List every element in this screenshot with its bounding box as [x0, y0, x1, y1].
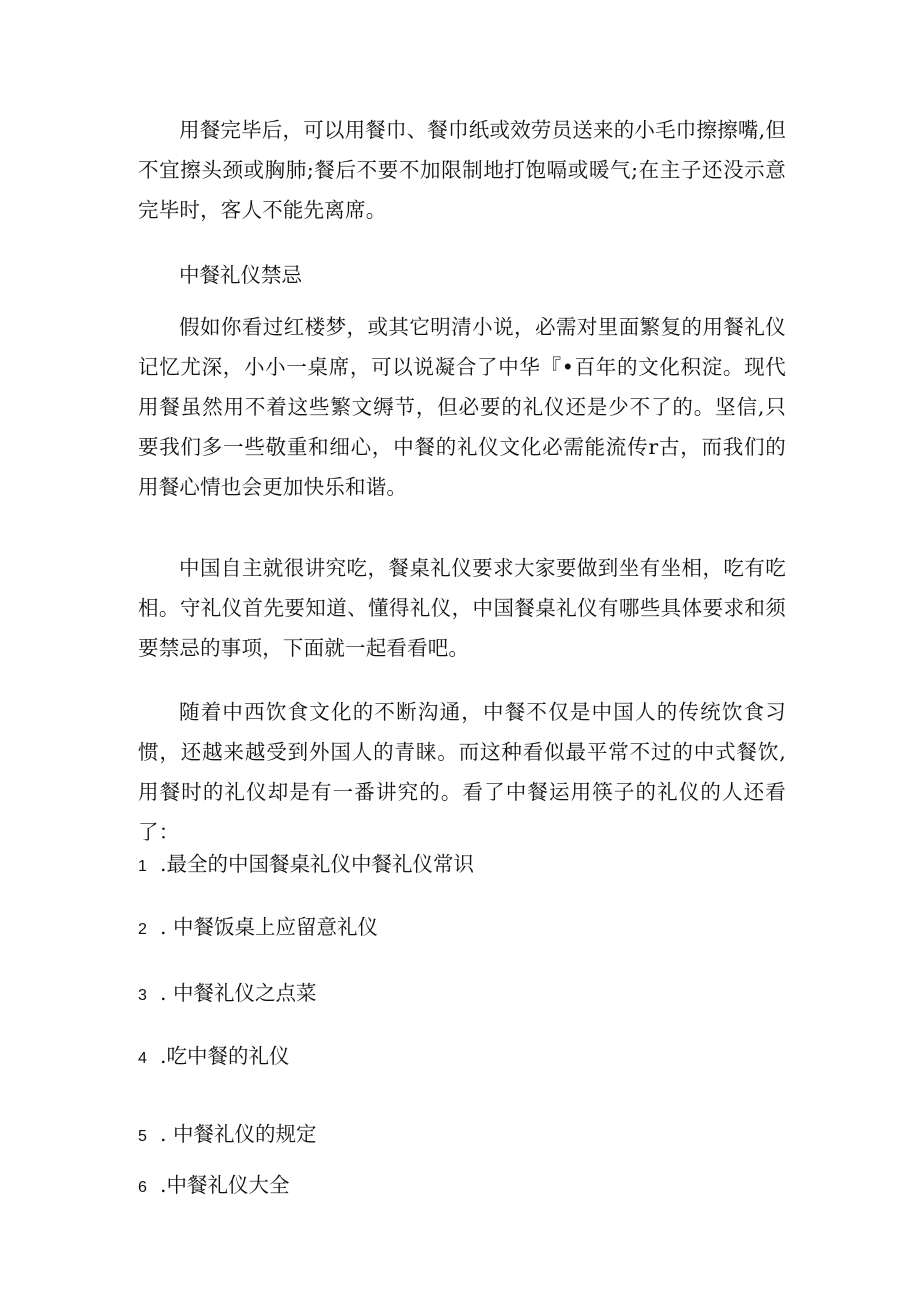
paragraph-red-mansions: 假如你看过红楼梦，或其它明清小说，必需对里面繁复的用餐礼仪记忆尤深，小小一桌席，可以说凝合了中华『•百年的文化积淀。现代用餐虽然用不着这些繁文缛节，但必要的礼仪还是少不了的。坚信,只要我们多一些敬重和细心，中餐的礼仪文化必需能流传r古，而我们的用餐心情也会更加快乐和谐。	[138, 315, 786, 499]
list-item	[138, 844, 474, 887]
paragraph-after-meal: 用餐完毕后，可以用餐巾、餐巾纸或效劳员送来的小毛巾擦擦嘴,但不宜擦头颈或胸肺;餐后不要不加限制地打饱嗝或暖气;在主子还没示意完毕时，客人不能先离席。	[138, 118, 787, 222]
list-item	[138, 1165, 290, 1208]
paragraph-table-manners: 中国自主就很讲究吃，餐桌礼仪要求大家要做到坐有坐相，吃有吃相。守礼仪首先要知道、懂得礼仪，中国餐桌礼仪有哪些具体要求和须要禁忌的事项，下面就一起看看吧。	[138, 556, 786, 660]
list-item-text: . 中餐饭桌上应留意礼仪	[160, 915, 379, 939]
list-item-text: .中餐礼仪大全	[160, 1173, 290, 1197]
list-item-number: 5	[138, 1128, 147, 1145]
list-item-number: 4	[138, 1050, 147, 1067]
paragraph-culture-exchange: 随着中西饮食文化的不断沟通，中餐不仅是中国人的传统饮食习惯，还越来越受到外国人的青睐。而这种看似最平常不过的中式餐饮,用餐时的礼仪却是有一番讲究的。看了中餐运用筷子的礼仪的人还看了：	[138, 700, 786, 844]
list-item	[138, 1114, 317, 1157]
list-item-text: .吃中餐的礼仪	[160, 1044, 290, 1068]
list-item-text: . 中餐礼仪的规定	[160, 1122, 317, 1146]
list-item	[138, 973, 317, 1016]
section-heading: 中餐礼仪禁忌	[179, 263, 302, 287]
list-item-number: 2	[138, 921, 147, 938]
list-item-number: 6	[138, 1179, 147, 1196]
list-item-number: 3	[138, 987, 147, 1004]
list-item-text: . 中餐礼仪之点菜	[160, 981, 317, 1005]
list-item	[138, 907, 378, 950]
list-item	[138, 1036, 290, 1079]
list-item-text: .最全的中国餐桌礼仪中餐礼仪常识	[160, 852, 475, 876]
list-item-number: 1	[138, 858, 147, 875]
